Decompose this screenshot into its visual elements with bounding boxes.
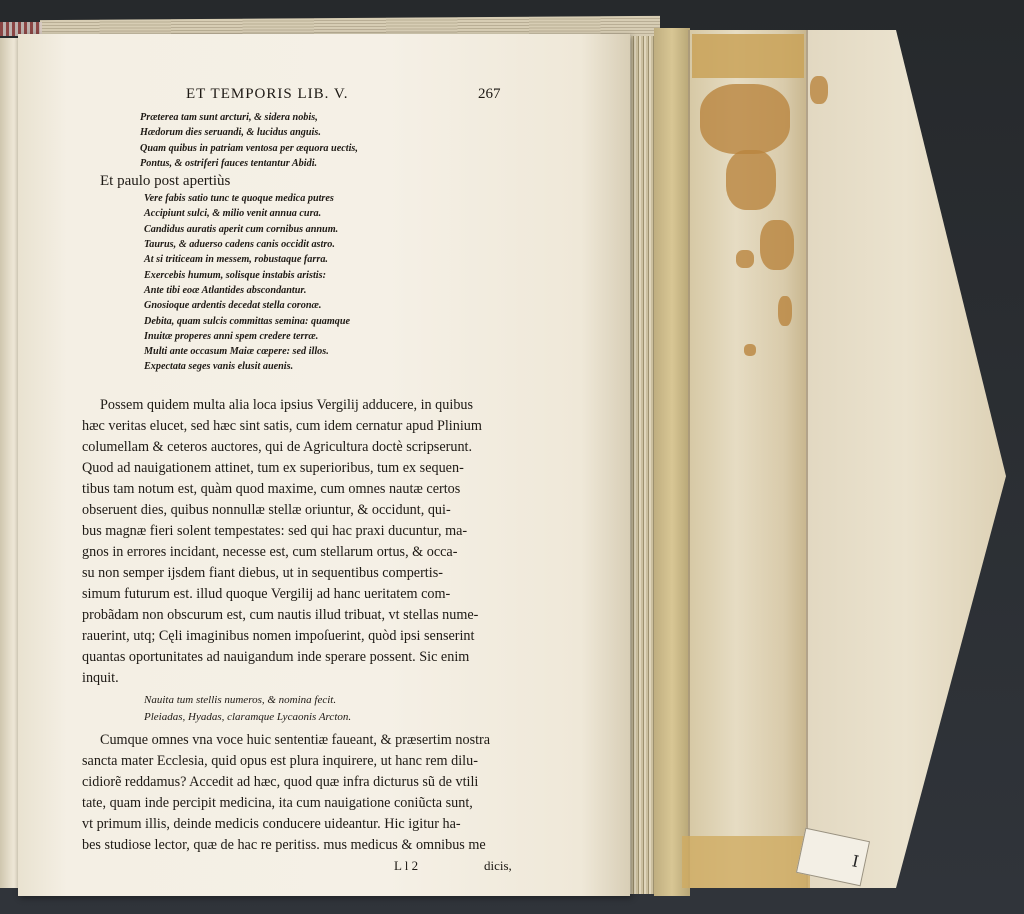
text-line: su non semper ijsdem fiant diebus, ut in sequentibus compertis- <box>82 564 443 581</box>
text-line: hæc veritas elucet, sed hæc sint satis, cum idem cernatur apud Plinium <box>82 417 482 434</box>
text-line: vt primum illis, deinde medicis conducere uideantur. Hic igitur ha- <box>82 815 461 832</box>
verse-line: Pleiadas, Hyadas, claramque Lycaonis Arcton. <box>144 710 352 723</box>
signature-mark: L l 2 <box>394 857 419 873</box>
verse-line: Pontus, & ostriferi fauces tentantur Abidi. <box>140 157 318 169</box>
text-line: tibus tam notum est, quàm quod maxime, cum omnes nautæ certos <box>82 480 461 497</box>
cover-stain <box>736 250 754 268</box>
cover-stain-top <box>692 34 804 78</box>
text-line: quantas oportunitates ad nauigandum inde sperare possent. Sic enim <box>82 648 470 665</box>
running-head <box>82 82 542 106</box>
verse-line: Multi ante occasum Maiæ cœpere: sed illos. <box>144 346 329 358</box>
text-line: bus magnæ fieri solent tempestates: sed qui hac praxi ducuntur, ma- <box>82 522 468 539</box>
text-line: Quod ad nauigationem attinet, tum ex superioribus, tum ex sequen- <box>82 459 464 476</box>
page-number: 267 <box>478 86 501 102</box>
verse-line: Nauita tum stellis numeros, & nomina fecit. <box>144 693 337 706</box>
cover-stain <box>726 150 776 210</box>
cover-stain <box>700 84 790 154</box>
cover-crease <box>806 30 808 888</box>
paragraph <box>82 395 542 689</box>
verse-line: Vere fabis satio tunc te quoque medica putres <box>144 193 334 205</box>
text-line: Possem quidem multa alia loca ipsius Vergilij adducere, in quibus <box>100 396 474 413</box>
verse-line: Hædorum dies seruandi, & lucidus anguis. <box>140 127 321 139</box>
verse-block <box>144 191 542 375</box>
paragraph <box>82 730 542 856</box>
verse-line: Debita, quam sulcis committas semina: quamque <box>144 315 351 327</box>
running-title: ET TEMPORIS LIB. V. <box>186 86 349 102</box>
cover-stain <box>810 76 828 104</box>
vellum-spine <box>654 28 690 896</box>
verse-line: Expectata seges vanis elusit auenis. <box>144 361 294 373</box>
cover-crease <box>688 30 690 888</box>
verse-line: Accipiunt sulci, & milio venit annua cura. <box>144 208 322 220</box>
text-line: simum futurum est. illud quoque Vergilij ad hanc ueritatem com- <box>82 585 451 602</box>
verse-line: Exercebis humum, solisque instabis aristis: <box>144 269 326 281</box>
cover-stain-bottom <box>682 836 810 888</box>
vellum-cover-flap <box>806 30 1006 888</box>
verse-line: Taurus, & aduerso cadens canis occidit astro. <box>144 239 335 251</box>
verse-line: Quam quibus in patriam ventosa per æquora uectis, <box>140 142 358 154</box>
text-line: sancta mater Ecclesia, quid opus est plura inquirere, ut hanc rem dilu- <box>82 752 478 769</box>
verse-line: Præterea tam sunt arcturi, & sidera nobis, <box>140 112 318 123</box>
cover-stain <box>744 344 756 356</box>
verse-line: Ante tibi eoæ Atlantides abscondantur. <box>144 284 307 296</box>
page-text <box>82 82 542 876</box>
verse-block <box>140 110 542 171</box>
verse-line: Gnosioque ardentis decedat stella coronæ. <box>144 300 322 312</box>
text-line: bes studiose lector, quæ de hac re peritiss. mus medicus & omnibus me <box>82 836 486 853</box>
text-line: probãdam non obscurum est, cum nautis illud tribuat, vt stellas nume- <box>82 606 479 623</box>
text-line: inquit. <box>82 669 119 686</box>
catchword: dicis, <box>484 857 512 873</box>
cover-stain <box>778 296 792 326</box>
verse-line: Candidus auratis aperit cum cornibus annum. <box>144 223 339 235</box>
subheading: Et paulo post apertiùs <box>100 173 231 190</box>
text-line: columellam & ceteros auctores, qui de Agricultura doctè scripserunt. <box>82 438 473 455</box>
text-line: Cumque omnes vna voce huic sententiæ faueant, & præsertim nostra <box>100 731 491 748</box>
text-line: rauerint, utq; Cęli imaginibus nomen impoſuerint, quòd ipsi senserint <box>82 627 475 644</box>
verse-line: Inuitæ properes anni spem credere terræ. <box>144 330 319 342</box>
shelf-label: I <box>796 828 870 887</box>
page-footer <box>82 858 542 876</box>
cover-stain <box>760 220 794 270</box>
text-line: gnos in errores incidant, necesse est, cum stellarum ortus, & occa- <box>82 543 458 560</box>
verse-block <box>144 692 542 726</box>
text-line: cidiorẽ reddamus? Accedit ad hæc, quod quæ infra dicturus sũ de vtili <box>82 773 479 790</box>
text-line: tate, quam inde percipit medicina, ita cum nauigatione coniũcta sunt, <box>82 794 473 811</box>
verse-line: At si triticeam in messem, robustaque farra. <box>144 254 328 266</box>
text-line: obseruent dies, quibus nonnullæ stellæ oriuntur, & occidunt, qui- <box>82 501 451 518</box>
page-block-fore-edge <box>626 36 654 894</box>
